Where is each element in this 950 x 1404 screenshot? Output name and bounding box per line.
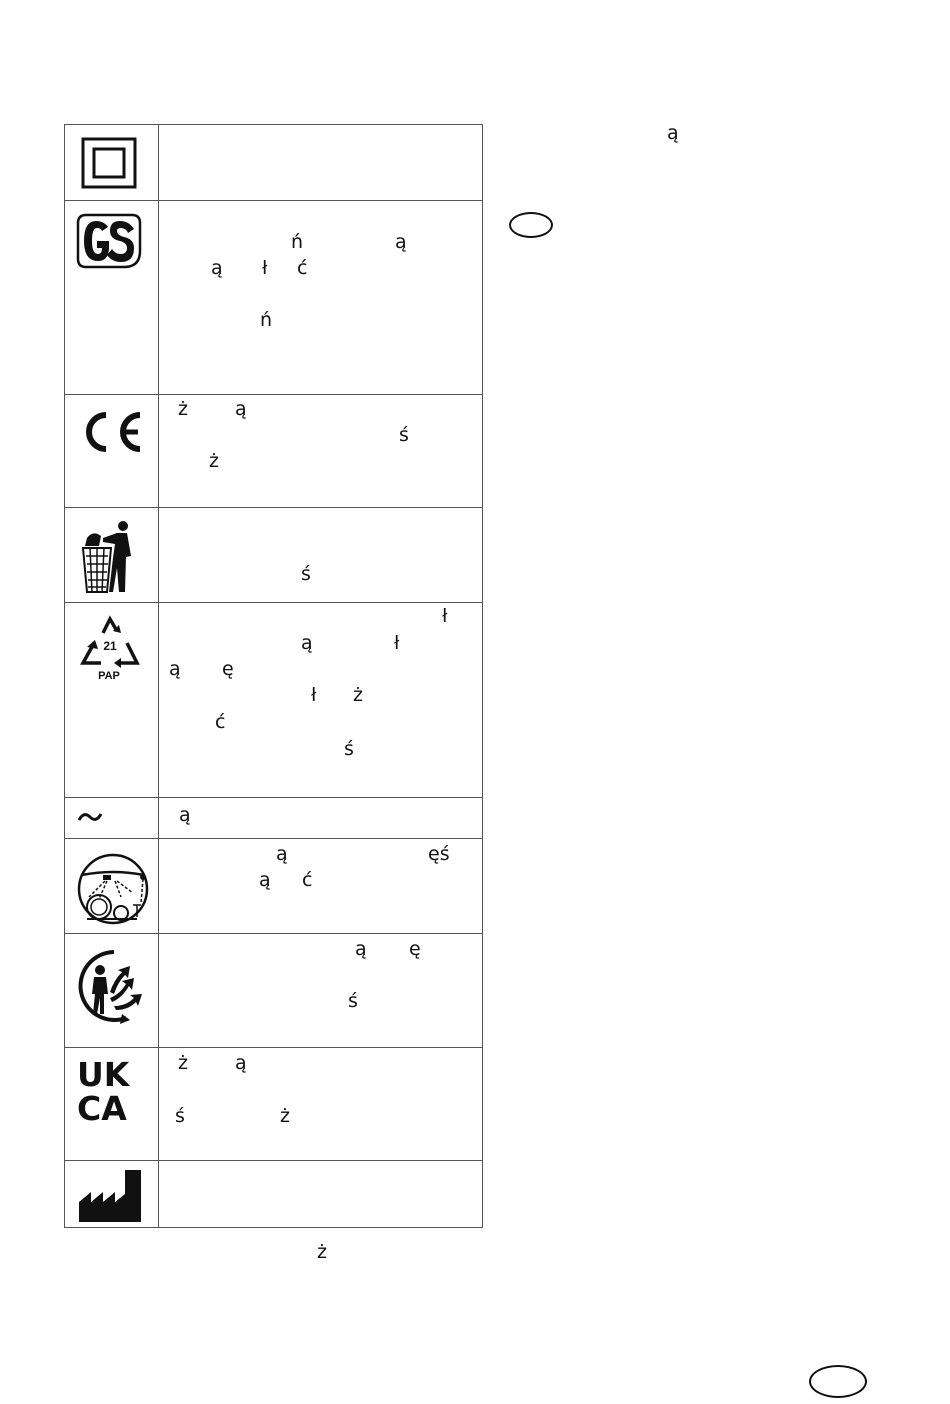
text-fragment: ł [262,257,268,279]
text-fragment: ż [209,450,219,472]
text-cell [159,798,483,839]
table-row [65,839,483,934]
text-fragment: ę [222,658,234,680]
text-cell [159,934,483,1048]
text-fragment: ęś [428,843,450,865]
text-fragment: ś [301,563,311,585]
text-cell [159,395,483,508]
triman-icon [74,948,148,1024]
text-cell [159,1161,483,1228]
text-fragment: ą [276,843,288,865]
table-row [65,508,483,603]
ce-mark-icon [78,409,144,455]
text-fragment: ć [302,869,313,891]
right-column-fragment: ą [667,122,679,144]
manufacturer-factory-icon [79,1170,143,1222]
text-fragment: ą [235,398,247,420]
class-ii-double-insulation-icon [81,137,137,189]
icon-cell [65,934,159,1048]
text-cell [159,1048,483,1161]
recycling-number: 21 [103,639,117,653]
text-fragment: ą [301,632,313,654]
text-fragment: ą [259,869,271,891]
page-language-badge [809,1365,867,1398]
icon-cell [65,395,159,508]
text-fragment: ą [355,938,367,960]
table-row [65,1048,483,1161]
text-fragment: ą [211,257,223,279]
table-row [65,603,483,798]
text-fragment: ł [394,632,400,654]
text-fragment: ż [178,1052,188,1074]
text-fragment: ć [215,711,226,733]
table-row [65,125,483,201]
icon-cell [65,1048,159,1161]
text-fragment: ś [399,424,409,446]
alternating-current-icon [77,810,103,824]
text-fragment: ę [409,938,421,960]
text-fragment: ą [235,1052,247,1074]
tidy-man-bin-icon [79,520,139,594]
icon-cell [65,125,159,201]
table-row [65,934,483,1048]
table-row [65,1161,483,1228]
icon-cell [65,508,159,603]
symbol-table [64,124,483,1228]
text-fragment: ń [291,231,304,253]
recycling-21-pap-icon [77,609,143,681]
text-cell [159,508,483,603]
ukca-mark-icon [77,1058,145,1124]
icon-cell [65,603,159,798]
text-fragment: ś [175,1105,185,1127]
text-cell [159,125,483,201]
text-cell [159,603,483,798]
text-fragment: ś [344,738,354,760]
recycling-code: PAP [98,670,120,681]
text-fragment: ś [348,990,358,1012]
text-fragment: ą [169,658,181,680]
icon-cell [65,201,159,395]
dishwasher-safe-icon [77,853,149,925]
ukca-top: UK [77,1058,130,1094]
text-fragment: ć [297,257,308,279]
table-row [65,395,483,508]
footnote-fragment: ż [317,1241,327,1263]
icon-cell [65,839,159,934]
text-cell [159,839,483,934]
text-fragment: ń [260,309,273,331]
ukca-bottom: CA [77,1089,127,1124]
text-fragment: ą [395,231,407,253]
text-fragment: ż [178,398,188,420]
icon-cell [65,798,159,839]
text-fragment: ł [442,605,448,627]
icon-cell [65,1161,159,1228]
text-fragment: ż [280,1105,290,1127]
text-cell [159,201,483,395]
text-fragment: ą [179,804,191,826]
gs-safety-mark-icon [76,213,142,269]
text-fragment: ł [311,684,317,706]
language-badge [509,212,553,238]
table-row [65,201,483,395]
table-row [65,798,483,839]
text-fragment: ż [353,684,363,706]
